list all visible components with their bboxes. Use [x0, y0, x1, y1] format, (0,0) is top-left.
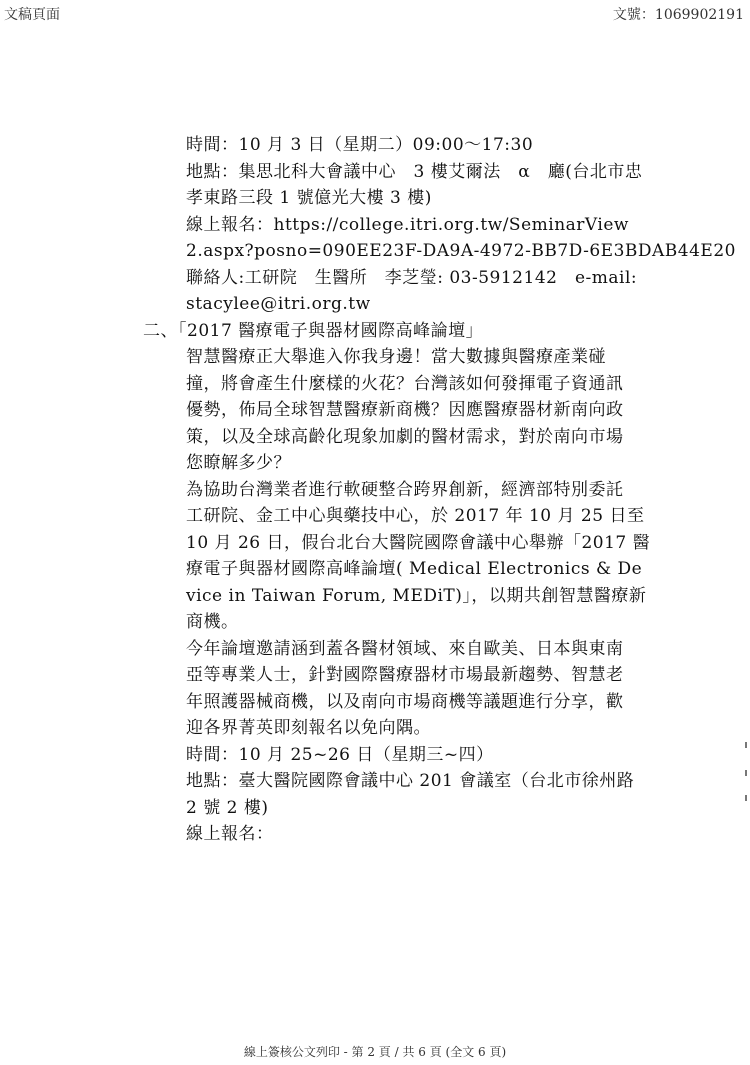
text-line: 策，以及全球高齡化現象加劇的醫材需求，對於南向市場	[186, 426, 624, 447]
text-line: 工研院、金工中心與藥技中心，於 2017 年 10 月 25 日至	[186, 506, 645, 526]
text-line: 今年論壇邀請涵到蓋各醫材領域、來自歐美、日本與東南	[186, 638, 624, 659]
text-line: 時間：10 月 25~26 日（星期三~四）	[186, 744, 494, 765]
scan-speck	[745, 795, 747, 801]
text-line: 您瞭解多少？	[186, 453, 291, 473]
text-line: 優勢，佈局全球智慧醫療新商機？因應醫療器材新南向政	[186, 400, 624, 420]
text-line: vice in Taiwan Forum, MEDiT)」，以期共創智慧醫療新	[186, 585, 647, 606]
text-line: 聯絡人:工研院 生醫所 李芝瑩: 03-5912142 e-mail:	[186, 267, 638, 288]
header-left-label: 文稿頁面	[4, 7, 60, 23]
document-body	[143, 132, 736, 848]
scan-speck	[745, 770, 747, 776]
text-line: 地點：臺大醫院國際會議中心 201 會議室（台北市徐州路	[186, 771, 635, 791]
text-line: 為協助台灣業者進行軟硬整合跨界創新，經濟部特別委託	[186, 479, 624, 500]
document-number: 文號：1069902191	[612, 7, 744, 23]
text-line: 2.aspx?posno=090EE23F-DA9A-4972-BB7D-6E3BDAB44E20	[186, 241, 736, 261]
text-line: 年照護器械商機，以及南向市場商機等議題進行分享，歡	[186, 691, 624, 712]
text-line: 撞，將會產生什麼樣的火花？台灣該如何發揮電子資通訊	[186, 373, 624, 394]
text-line: 10 月 26 日，假台北台大醫院國際會議中心舉辦「2017 醫	[186, 532, 651, 553]
text-line: 智慧醫療正大舉進入你我身邊！當大數據與醫療產業碰	[186, 347, 606, 367]
text-line: 孝東路三段 1 號億光大樓 3 樓)	[186, 188, 432, 208]
text-line: 時間：10 月 3 日（星期二）09:00～17:30	[186, 135, 534, 155]
text-line: 2 號 2 樓)	[186, 797, 269, 818]
text-line: 線上報名：https://college.itri.org.tw/SeminarView	[186, 214, 629, 235]
text-line: stacylee@itri.org.tw	[186, 294, 371, 314]
text-line: 商機。	[186, 612, 239, 632]
text-line: 療電子與器材國際高峰論壇( Medical Electronics & De	[186, 559, 643, 579]
text-line: 線上報名：	[186, 824, 274, 844]
text-line: 地點：集思北科大會議中心 3 樓艾爾法 α 廳(台北市忠	[186, 161, 643, 182]
page-footer: 線上簽核公文列印 - 第 2 頁 / 共 6 頁 (全文 6 頁)	[243, 1045, 507, 1059]
text-line: 迎各界菁英即刻報名以免向隅。	[186, 718, 431, 738]
text-line: 亞等專業人士，針對國際醫療器材市場最新趨勢、智慧老	[186, 665, 624, 685]
scan-speck	[745, 742, 747, 748]
text-line: 二、「2017 醫療電子與器材國際高峰論壇」	[143, 320, 484, 341]
